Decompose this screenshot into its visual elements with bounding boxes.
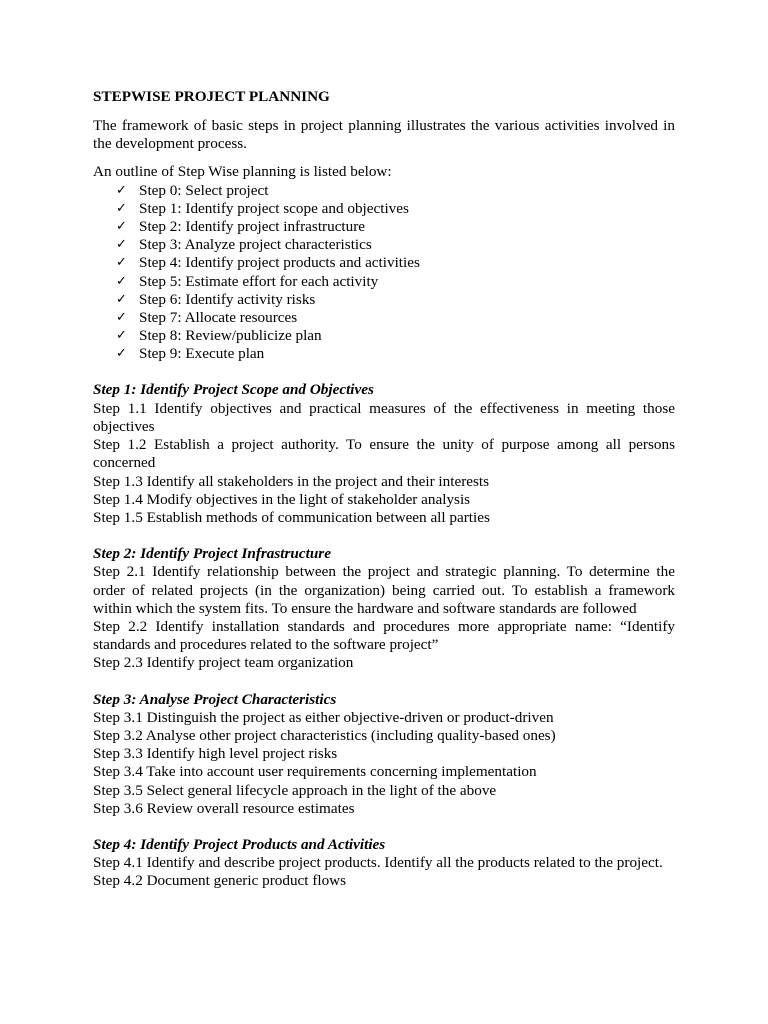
checkmark-icon: ✓	[116, 273, 127, 289]
step-line: Step 1.3 Identify all stakeholders in the project and their interests	[93, 472, 490, 490]
checkmark-icon: ✓	[116, 328, 127, 344]
outline-item	[116, 218, 675, 236]
outline-item	[116, 182, 675, 200]
step-line: Step 3.3 Identify high level project risks	[93, 745, 338, 763]
checkmark-icon: ✓	[116, 237, 127, 253]
section-heading: Step 3: Analyse Project Characteristics	[93, 690, 337, 708]
checkmark-icon: ✓	[116, 291, 127, 307]
step-line: Step 1.5 Establish methods of communication between all parties	[93, 508, 490, 526]
outline-item	[116, 200, 675, 218]
outline-list	[93, 182, 675, 364]
outline-intro: An outline of Step Wise planning is listed below:	[93, 163, 392, 181]
outline-item-label: Step 9: Execute plan	[139, 345, 265, 363]
outline-item-label: Step 7: Allocate resources	[139, 308, 298, 326]
outline-item	[116, 236, 675, 254]
outline-item	[116, 291, 675, 309]
step-line: Step 1.2 Establish a project authority. To ensure the unity of purpose among all persons concerned	[93, 436, 675, 472]
intro-paragraph: The framework of basic steps in project planning illustrates the various activities involved in the development process.	[93, 117, 675, 153]
checkmark-icon: ✓	[116, 309, 127, 325]
section-step-2	[93, 545, 675, 672]
outline-item-label: Step 1: Identify project scope and objectives	[139, 199, 409, 217]
document-title: STEPWISE PROJECT PLANNING	[93, 88, 330, 105]
step-line: Step 4.2 Document generic product flows	[93, 872, 347, 890]
outline-item-label: Step 2: Identify project infrastructure	[139, 217, 366, 235]
section-step-3	[93, 691, 675, 818]
outline-item-label: Step 0: Select project	[139, 181, 269, 199]
checkmark-icon: ✓	[116, 182, 127, 198]
section-heading: Step 4: Identify Project Products and Activities	[93, 835, 386, 853]
step-line: Step 3.2 Analyse other project characteristics (including quality-based ones)	[93, 726, 556, 744]
outline-item-label: Step 8: Review/publicize plan	[139, 327, 322, 345]
outline-item-label: Step 3: Analyze project characteristics	[139, 236, 372, 254]
step-line: Step 2.1 Identify relationship between the project and strategic planning. To determine the order of related projects (in the organization) being carried out. To establish a framework within which the system fits. To ensure the hardware and software standards are followed	[93, 563, 675, 617]
outline-item	[116, 254, 675, 272]
checkmark-icon: ✓	[116, 346, 127, 362]
step-line: Step 3.6 Review overall resource estimates	[93, 799, 355, 817]
section-heading: Step 1: Identify Project Scope and Objectives	[93, 381, 374, 399]
outline-item-label: Step 5: Estimate effort for each activity	[139, 272, 379, 290]
step-line: Step 1.1 Identify objectives and practical measures of the effectiveness in meeting those objectives	[93, 399, 675, 435]
outline-item	[116, 327, 675, 345]
step-line: Step 1.4 Modify objectives in the light of stakeholder analysis	[93, 490, 471, 508]
checkmark-icon: ✓	[116, 200, 127, 216]
step-line: Step 3.5 Select general lifecycle approach in the light of the above	[93, 781, 497, 799]
outline-item	[116, 309, 675, 327]
outline-item	[116, 345, 675, 363]
document-page	[93, 88, 675, 891]
checkmark-icon: ✓	[116, 255, 127, 271]
step-line: Step 2.2 Identify installation standards and procedures more appropriate name: “Identify standards and procedures related to the software project”	[93, 617, 675, 654]
outline-item	[116, 273, 675, 291]
outline-item-label: Step 4: Identify project products and activities	[139, 254, 420, 272]
step-line: Step 4.1 Identify and describe project products. Identify all the products related to the project.	[93, 854, 663, 872]
step-line: Step 3.1 Distinguish the project as either objective-driven or product-driven	[93, 708, 554, 726]
outline-item-label: Step 6: Identify activity risks	[139, 290, 316, 308]
step-line: Step 3.4 Take into account user requirements concerning implementation	[93, 763, 537, 781]
section-step-4	[93, 836, 675, 891]
section-step-1	[93, 381, 675, 527]
section-heading: Step 2: Identify Project Infrastructure	[93, 545, 331, 563]
checkmark-icon: ✓	[116, 218, 127, 234]
step-line: Step 2.3 Identify project team organization	[93, 654, 354, 672]
